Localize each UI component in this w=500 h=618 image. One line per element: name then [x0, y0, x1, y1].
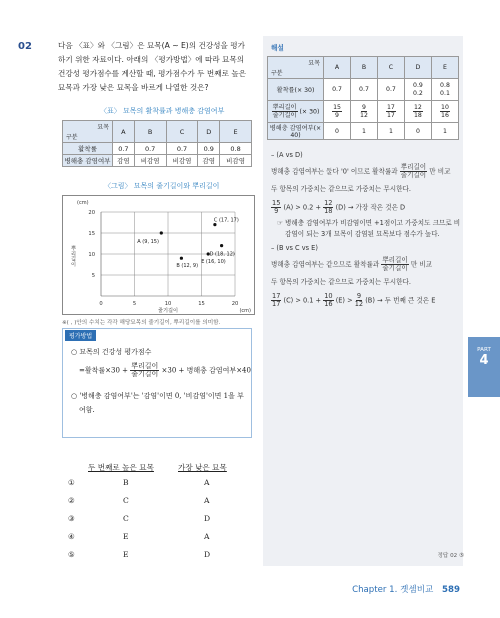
table1-row-survival: 활착률 0.7 0.7 0.7 0.9 0.8: [63, 143, 252, 155]
solution-line-10: $\frac{17}{17}$ (C) > 0.1 + $\frac{10}{16}$ (E) > $\frac{9}{12}$ (B) → 두 번째 큰 것은 E: [272, 292, 436, 308]
solution-tag: 해설: [271, 44, 284, 52]
y-unit-label: (cm): [77, 200, 89, 206]
data-label-c: C (17, 17): [213, 217, 239, 224]
chapter-title: Chapter 1. 곗셈비교: [352, 585, 434, 595]
table2-row-survival: 활착률(× 30) 0.7 0.7 0.7 0.9 0.2 0.8 0.1: [268, 79, 459, 101]
answer-reference: 정답 02 ⑤: [437, 553, 464, 559]
seedling-table: [62, 120, 252, 167]
method-formula: =활착률×30 + $\frac{\text{뿌리길이}}{\text{줄기길이}}$ ×30 + 병해충 감염여부×40: [79, 362, 251, 378]
table1-corner: 묘목 구분: [63, 121, 113, 143]
part-number: 4: [479, 353, 489, 368]
solution-table: 묘목 구분 A B C D E 활착률(× 30) 0.7 0.7 0.7 0.9 0.2 0.8 0.1 $\frac{\text{뿌리길이}}{\text{줄기길이}}$ (× 30) $\frac{15}{9}$ $\frac{9}{12}$ $\frac{17}{17}$ $\frac{12}{18}$ $\frac{10}{16}$ 병해충 감염여부(× 40) 0 1 1 0 1: [267, 56, 459, 140]
x-axis-label: 줄기길이: [157, 308, 179, 314]
method-box: [62, 328, 252, 438]
table1-col-e: E: [220, 121, 252, 143]
x-unit-label: (cm): [239, 308, 251, 314]
solution-line-5: ☞ 병해충 감염여부가 비감염이면 +1점이고 가중치도 크므로 비: [277, 219, 461, 227]
x-tick-label: 15: [198, 301, 205, 307]
y-tick-label: 10: [88, 252, 95, 258]
solution-line-6: 감염이 되는 3개 묘목이 감염된 묘목보다 점수가 높다.: [285, 230, 440, 238]
table1-caption: 〈표〉 묘목의 활착률과 병해충 감염여부: [100, 107, 225, 115]
method-tag: 평가방법: [65, 330, 96, 341]
scatter-chart: [63, 196, 256, 316]
data-point-b: [180, 257, 183, 260]
data-label-d: D (18, 12): [209, 251, 235, 258]
solution-line-2: 병해충 감염여부는 둘다 '0' 이므로 활착률과 $\frac{\text{뿌리길이}}{\text{줄기길이}}$ 만 비교: [271, 163, 451, 179]
x-tick-label: 0: [99, 301, 103, 307]
answer-option-5[interactable]: ⑤ E D: [68, 550, 211, 559]
data-point-a: [160, 231, 163, 234]
data-label-e: E (16, 10): [201, 259, 226, 265]
y-tick-label: 20: [88, 210, 95, 216]
table1-col-d: D: [198, 121, 220, 143]
solution-line-4: $\frac{15}{9}$ (A) > 0.2 + $\frac{12}{18}$ (D) → 가장 작은 것은 D: [272, 199, 406, 215]
chart-note: ※( , )안의 수치는 각각 해당묘목의 줄기길이, 뿌리길이를 의미함.: [62, 320, 221, 326]
data-label-b: B (12, 9): [176, 263, 199, 270]
answer-option-4[interactable]: ④ E A: [68, 532, 210, 541]
solution-line-8: 병해충 감염여부는 같으므로 활착률과 $\frac{\text{뿌리길이}}{\text{줄기길이}}$ 만 비교: [271, 256, 433, 272]
table2-row-infection: 병해충 감염여부(× 40) 0 1 1 0 1: [268, 123, 459, 140]
scatter-chart-frame: [62, 195, 255, 315]
data-label-a: A (9, 15): [137, 239, 159, 245]
solution-line-9: 두 항목의 가중치는 같으므로 가중치는 무시한다.: [271, 278, 411, 286]
chart-caption: 〈그림〉 묘목의 줄기길이와 뿌리길이: [104, 182, 220, 190]
answer-option-2[interactable]: ② C A: [68, 496, 210, 505]
x-tick-label: 5: [132, 301, 137, 307]
method-fraction: $\frac{\text{뿌리길이}}{\text{줄기길이}}$: [131, 362, 159, 378]
question-number: 02: [18, 41, 32, 52]
answer-option-1[interactable]: ① B A: [68, 478, 210, 487]
method-line1: ○ 묘목의 건강성 평가점수: [71, 348, 152, 356]
solution-panel: [263, 36, 463, 566]
table1-col-a: A: [113, 121, 135, 143]
table1-row-infection: 병해충 감염여부 감염 비감염 비감염 감염 비감염: [63, 155, 252, 167]
part-label: PART: [477, 347, 491, 353]
method-line3: ○ '병해충 감염여부'는 '감염'이면 0, '비감염'이면 1을 부: [71, 392, 244, 400]
question-text: 다음 〈표〉와 〈그림〉은 묘목(A ~ E)의 건강성을 평가하기 위한 자료이다. 아래의 〈평가방법〉에 따라 묘목의 건강성 평가점수를 계산할 때, 평가점수가 두 번째로 높은 묘목과 가장 낮은 묘목을 바르게 나열한 것은?: [58, 41, 247, 92]
table2-corner: 묘목 구분: [268, 57, 324, 79]
answer-header: 두 번째로 높은 묘목 가장 낮은 묘목: [88, 463, 227, 472]
y-tick-label: 5: [91, 273, 95, 279]
table1-col-b: B: [134, 121, 166, 143]
answer-option-3[interactable]: ③ C D: [68, 514, 211, 523]
y-axis-label: 뿌리길이: [70, 245, 76, 267]
solution-line-a-vs-d: – (A vs D): [271, 151, 303, 159]
y-tick-label: 15: [88, 231, 95, 237]
x-tick-label: 10: [164, 301, 172, 307]
method-line4: 여함.: [79, 406, 95, 414]
data-point-d: [220, 244, 223, 247]
data-point-e: [207, 252, 210, 255]
solution-line-3: 두 항목의 가중치는 같으므로 가중치는 무시한다.: [271, 185, 411, 193]
part-tab: [468, 337, 500, 397]
x-tick-label: 20: [231, 301, 239, 307]
solution-line-bce: – (B vs C vs E): [271, 244, 318, 252]
table1-col-c: C: [166, 121, 198, 143]
page-footer: [352, 583, 460, 595]
table2-row-ratio: $\frac{\text{뿌리길이}}{\text{줄기길이}}$ (× 30) $\frac{15}{9}$ $\frac{9}{12}$ $\frac{17}{17}$ $\frac{12}{18}$ $\frac{10}{16}$: [268, 101, 459, 123]
page-number: 589: [442, 585, 460, 595]
